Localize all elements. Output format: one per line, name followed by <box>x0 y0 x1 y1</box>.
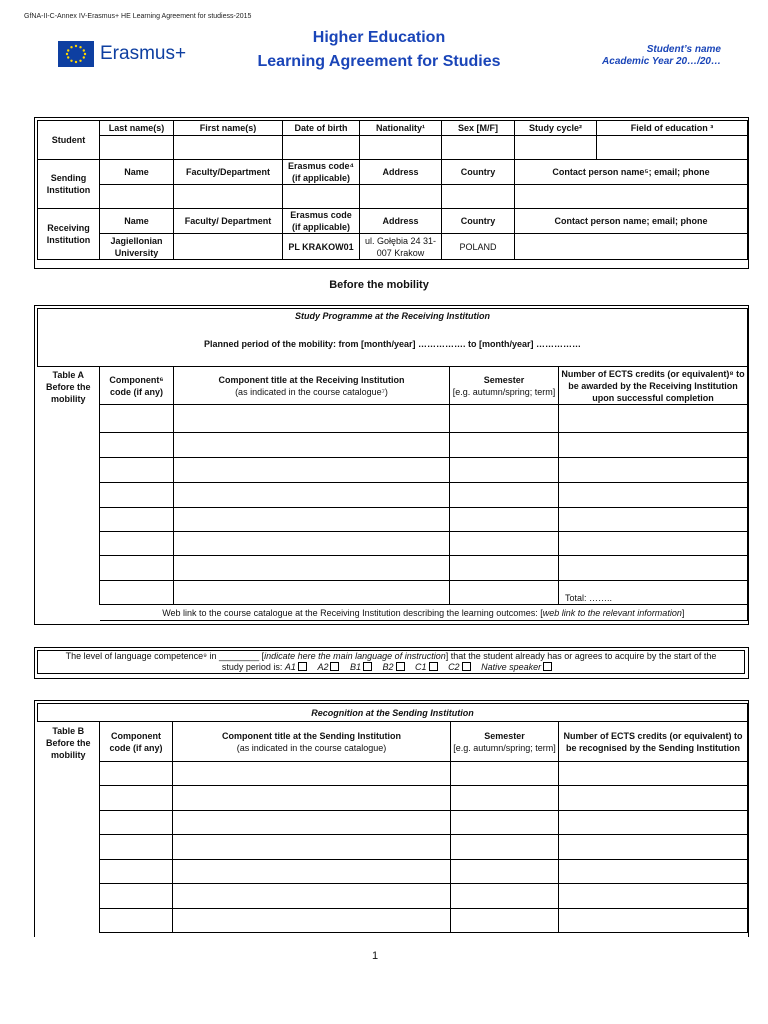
table-b-cell[interactable] <box>451 860 559 884</box>
dob-input[interactable] <box>283 136 360 160</box>
table-b-side-label: Table B Before the mobility <box>45 726 91 760</box>
level-a2-label: A2 <box>317 662 329 672</box>
sending-country-input[interactable] <box>442 185 515 209</box>
table-a-cell[interactable] <box>450 483 559 508</box>
table-b-col-title <box>173 722 451 762</box>
table-b-cell[interactable] <box>559 811 748 835</box>
table-a-cell[interactable] <box>559 458 748 483</box>
table-a-col-code: Component⁶ code (if any) <box>100 367 174 405</box>
table-a-cell[interactable] <box>100 508 174 532</box>
table-a-side-label: Table A Before the mobility <box>45 370 91 404</box>
table-b-cell[interactable] <box>451 884 559 909</box>
receiving-col-erasmus-code: Erasmus code (if applicable) <box>283 209 360 234</box>
receiving-col-name: Name <box>100 209 174 234</box>
level-a2-checkbox[interactable] <box>330 662 339 671</box>
table-a-cell[interactable] <box>100 532 174 556</box>
table-b-col-ects: Number of ECTS credits (or equivalent) to be recognised by the Sending Institution <box>559 722 748 762</box>
table-b-col-semester-main: Semester <box>484 730 525 741</box>
sending-erasmus-code-input[interactable] <box>283 185 360 209</box>
table-a-total[interactable]: Total: …….. <box>559 581 748 605</box>
col-sex: Sex [M/F] <box>442 121 515 136</box>
page-title-line1: Higher Education <box>312 29 446 46</box>
table-b-cell[interactable] <box>559 860 748 884</box>
table-a-cell[interactable] <box>174 556 450 581</box>
table-b-cell[interactable] <box>451 835 559 860</box>
table-a-cell[interactable] <box>559 532 748 556</box>
table-a-cell[interactable] <box>100 581 174 605</box>
table-b-caption: Recognition at the Sending Institution <box>38 704 748 722</box>
planned-period[interactable]: Planned period of the mobility: from [month/year] ……………. to [month/year] …………… <box>38 323 748 367</box>
table-b-col-semester-sub: [e.g. autumn/spring; term] <box>453 742 556 753</box>
weblink-placeholder[interactable]: web link to the relevant information <box>542 607 682 618</box>
table-b-cell[interactable] <box>559 786 748 811</box>
receiving-faculty-input[interactable] <box>174 234 283 260</box>
field-of-education-input[interactable] <box>597 136 748 160</box>
table-b-cell[interactable] <box>173 835 451 860</box>
level-c1-checkbox[interactable] <box>429 662 438 671</box>
table-a-cell[interactable] <box>174 508 450 532</box>
receiving-col-country: Country <box>442 209 515 234</box>
student-name-field: Student’s name <box>646 44 721 55</box>
table-a-col-semester-sub: [e.g. autumn/spring; term] <box>452 386 556 397</box>
language-competence <box>37 650 745 674</box>
sending-col-name: Name <box>100 160 174 185</box>
col-dob: Date of birth <box>283 121 360 136</box>
table-b <box>37 703 748 933</box>
table-b-cell[interactable] <box>559 835 748 860</box>
level-b1-label: B1 <box>349 662 361 672</box>
receiving-col-address: Address <box>360 209 442 234</box>
document-reference: GfNA-II-C-Annex IV-Erasmus+ HE Learning Agreement for studiess-2015 <box>24 13 252 20</box>
table-b-cell[interactable] <box>173 909 451 933</box>
before-mobility-heading: Before the mobility <box>329 279 429 291</box>
table-b-cell[interactable] <box>559 762 748 786</box>
receiving-col-faculty: Faculty/ Department <box>174 209 283 234</box>
sending-col-address: Address <box>360 160 442 185</box>
table-a-cell[interactable] <box>100 556 174 581</box>
table-b-cell[interactable] <box>100 786 173 811</box>
col-field-of-education: Field of education ³ <box>597 121 748 136</box>
table-a-cell[interactable] <box>559 483 748 508</box>
table-b-cell[interactable] <box>100 762 173 786</box>
table-b-cell[interactable] <box>173 811 451 835</box>
level-c2-label: C2 <box>448 662 460 672</box>
table-a-cell[interactable] <box>450 433 559 458</box>
level-b1-checkbox[interactable] <box>363 662 372 671</box>
nationality-input[interactable] <box>360 136 442 160</box>
table-a-col-title-main: Component title at the Receiving Institution <box>218 374 405 385</box>
table-b-cell[interactable] <box>173 786 451 811</box>
sending-address-input[interactable] <box>360 185 442 209</box>
table-a-cell[interactable] <box>174 405 450 433</box>
language-text-1: The level of language competence⁹ in ________ [ <box>65 651 265 661</box>
table-b-cell[interactable] <box>451 811 559 835</box>
table-b-cell[interactable] <box>451 762 559 786</box>
language-text-3: study period is: <box>221 662 283 672</box>
table-a-cell[interactable] <box>450 556 559 581</box>
sending-col-faculty: Faculty/Department <box>174 160 283 185</box>
table-a-cell[interactable] <box>450 405 559 433</box>
table-b-col-code: Component code (if any) <box>100 722 173 762</box>
sex-input[interactable] <box>442 136 515 160</box>
student-info-table <box>37 120 748 260</box>
table-a-cell[interactable] <box>450 458 559 483</box>
table-b-cell[interactable] <box>100 909 173 933</box>
level-c1-label: C1 <box>415 662 427 672</box>
table-a-col-semester <box>450 367 559 405</box>
weblink-row <box>100 605 748 621</box>
table-a-cell[interactable] <box>559 508 748 532</box>
table-a-cell[interactable] <box>100 405 174 433</box>
table-a-cell[interactable] <box>174 483 450 508</box>
page-title-line2: Learning Agreement for Studies <box>257 53 501 70</box>
col-last-name: Last name(s) <box>100 121 174 136</box>
receiving-country-value[interactable]: POLAND <box>442 234 515 260</box>
level-native-label: Native speaker <box>481 662 542 672</box>
table-a-cell[interactable] <box>174 532 450 556</box>
table-a-col-title <box>174 367 450 405</box>
table-b-col-semester <box>451 722 559 762</box>
first-name-input[interactable] <box>174 136 283 160</box>
table-b-col-title-sub: (as indicated in the course catalogue) <box>236 742 387 753</box>
weblink-prefix: Web link to the course catalogue at the Receiving Institution describing the learning outcomes: [ <box>162 607 543 618</box>
col-nationality: Nationality¹ <box>360 121 442 136</box>
receiving-name-value[interactable]: Jagiellonian University <box>100 234 174 260</box>
receiving-institution-label: Receiving Institution <box>38 209 100 260</box>
table-a-cell[interactable] <box>450 581 559 605</box>
table-b-cell[interactable] <box>173 762 451 786</box>
table-a-cell[interactable] <box>559 405 748 433</box>
student-label: Student <box>38 121 100 160</box>
receiving-col-contact: Contact person name; email; phone <box>515 209 748 234</box>
table-b-cell[interactable] <box>100 811 173 835</box>
table-a-col-ects: Number of ECTS credits (or equivalent)⁸ to be awarded by the Receiving Institution upon successful completion <box>559 367 748 405</box>
weblink-suffix: ] <box>681 607 685 618</box>
study-cycle-input[interactable] <box>515 136 597 160</box>
table-a-cell[interactable] <box>100 433 174 458</box>
level-b2-label: B2 <box>382 662 394 672</box>
receiving-erasmus-code-value[interactable]: PL KRAKOW01 <box>283 234 360 260</box>
table-b-cell[interactable] <box>173 884 451 909</box>
table-a-cell[interactable] <box>174 458 450 483</box>
table-a <box>37 308 748 621</box>
table-a-cell[interactable] <box>174 581 450 605</box>
table-a-col-title-sub: (as indicated in the course catalogue⁷) <box>235 386 388 397</box>
level-c2-checkbox[interactable] <box>462 662 471 671</box>
table-a-cell[interactable] <box>559 556 748 581</box>
sending-contact-input[interactable] <box>515 185 748 209</box>
table-a-cell[interactable] <box>100 458 174 483</box>
sending-col-erasmus-code: Erasmus code⁴ (if applicable) <box>283 160 360 185</box>
table-a-cell[interactable] <box>559 433 748 458</box>
level-a1-label: A1 <box>284 662 296 672</box>
table-b-col-title-main: Component title at the Sending Institution <box>222 730 401 741</box>
table-b-cell[interactable] <box>559 884 748 909</box>
sending-name-input[interactable] <box>100 185 174 209</box>
table-a-cell[interactable] <box>174 433 450 458</box>
sending-col-country: Country <box>442 160 515 185</box>
sending-col-contact: Contact person name⁵; email; phone <box>515 160 748 185</box>
table-b-cell[interactable] <box>559 909 748 933</box>
sending-faculty-input[interactable] <box>174 185 283 209</box>
table-b-cell[interactable] <box>100 884 173 909</box>
table-b-cell[interactable] <box>451 786 559 811</box>
sending-institution-label: Sending Institution <box>38 160 100 209</box>
receiving-address-value[interactable]: ul. Gołębia 24 31-007 Krakow <box>360 234 442 260</box>
last-name-input[interactable] <box>100 136 174 160</box>
table-b-cell[interactable] <box>100 835 173 860</box>
academic-year-field: Academic Year 20…/20… <box>602 56 721 67</box>
logo-text: Erasmus+ <box>100 43 187 64</box>
level-a1-checkbox[interactable] <box>298 662 307 671</box>
receiving-contact-input[interactable] <box>515 234 748 260</box>
table-a-cell[interactable] <box>100 483 174 508</box>
level-native-checkbox[interactable] <box>543 662 552 671</box>
table-b-cell[interactable] <box>100 860 173 884</box>
table-a-cell[interactable] <box>450 532 559 556</box>
page-number: 1 <box>371 950 379 962</box>
table-b-cell[interactable] <box>173 860 451 884</box>
level-b2-checkbox[interactable] <box>396 662 405 671</box>
table-a-col-semester-main: Semester <box>483 374 525 385</box>
language-placeholder[interactable]: indicate here the main language of instruction <box>264 651 446 661</box>
col-study-cycle: Study cycle² <box>515 121 597 136</box>
table-a-cell[interactable] <box>450 508 559 532</box>
table-b-cell[interactable] <box>451 909 559 933</box>
table-a-caption: Study Programme at the Receiving Institution <box>38 309 748 323</box>
language-text-2: ] that the student already has or agrees to acquire by the start of the <box>445 651 717 661</box>
col-first-name: First name(s) <box>174 121 283 136</box>
